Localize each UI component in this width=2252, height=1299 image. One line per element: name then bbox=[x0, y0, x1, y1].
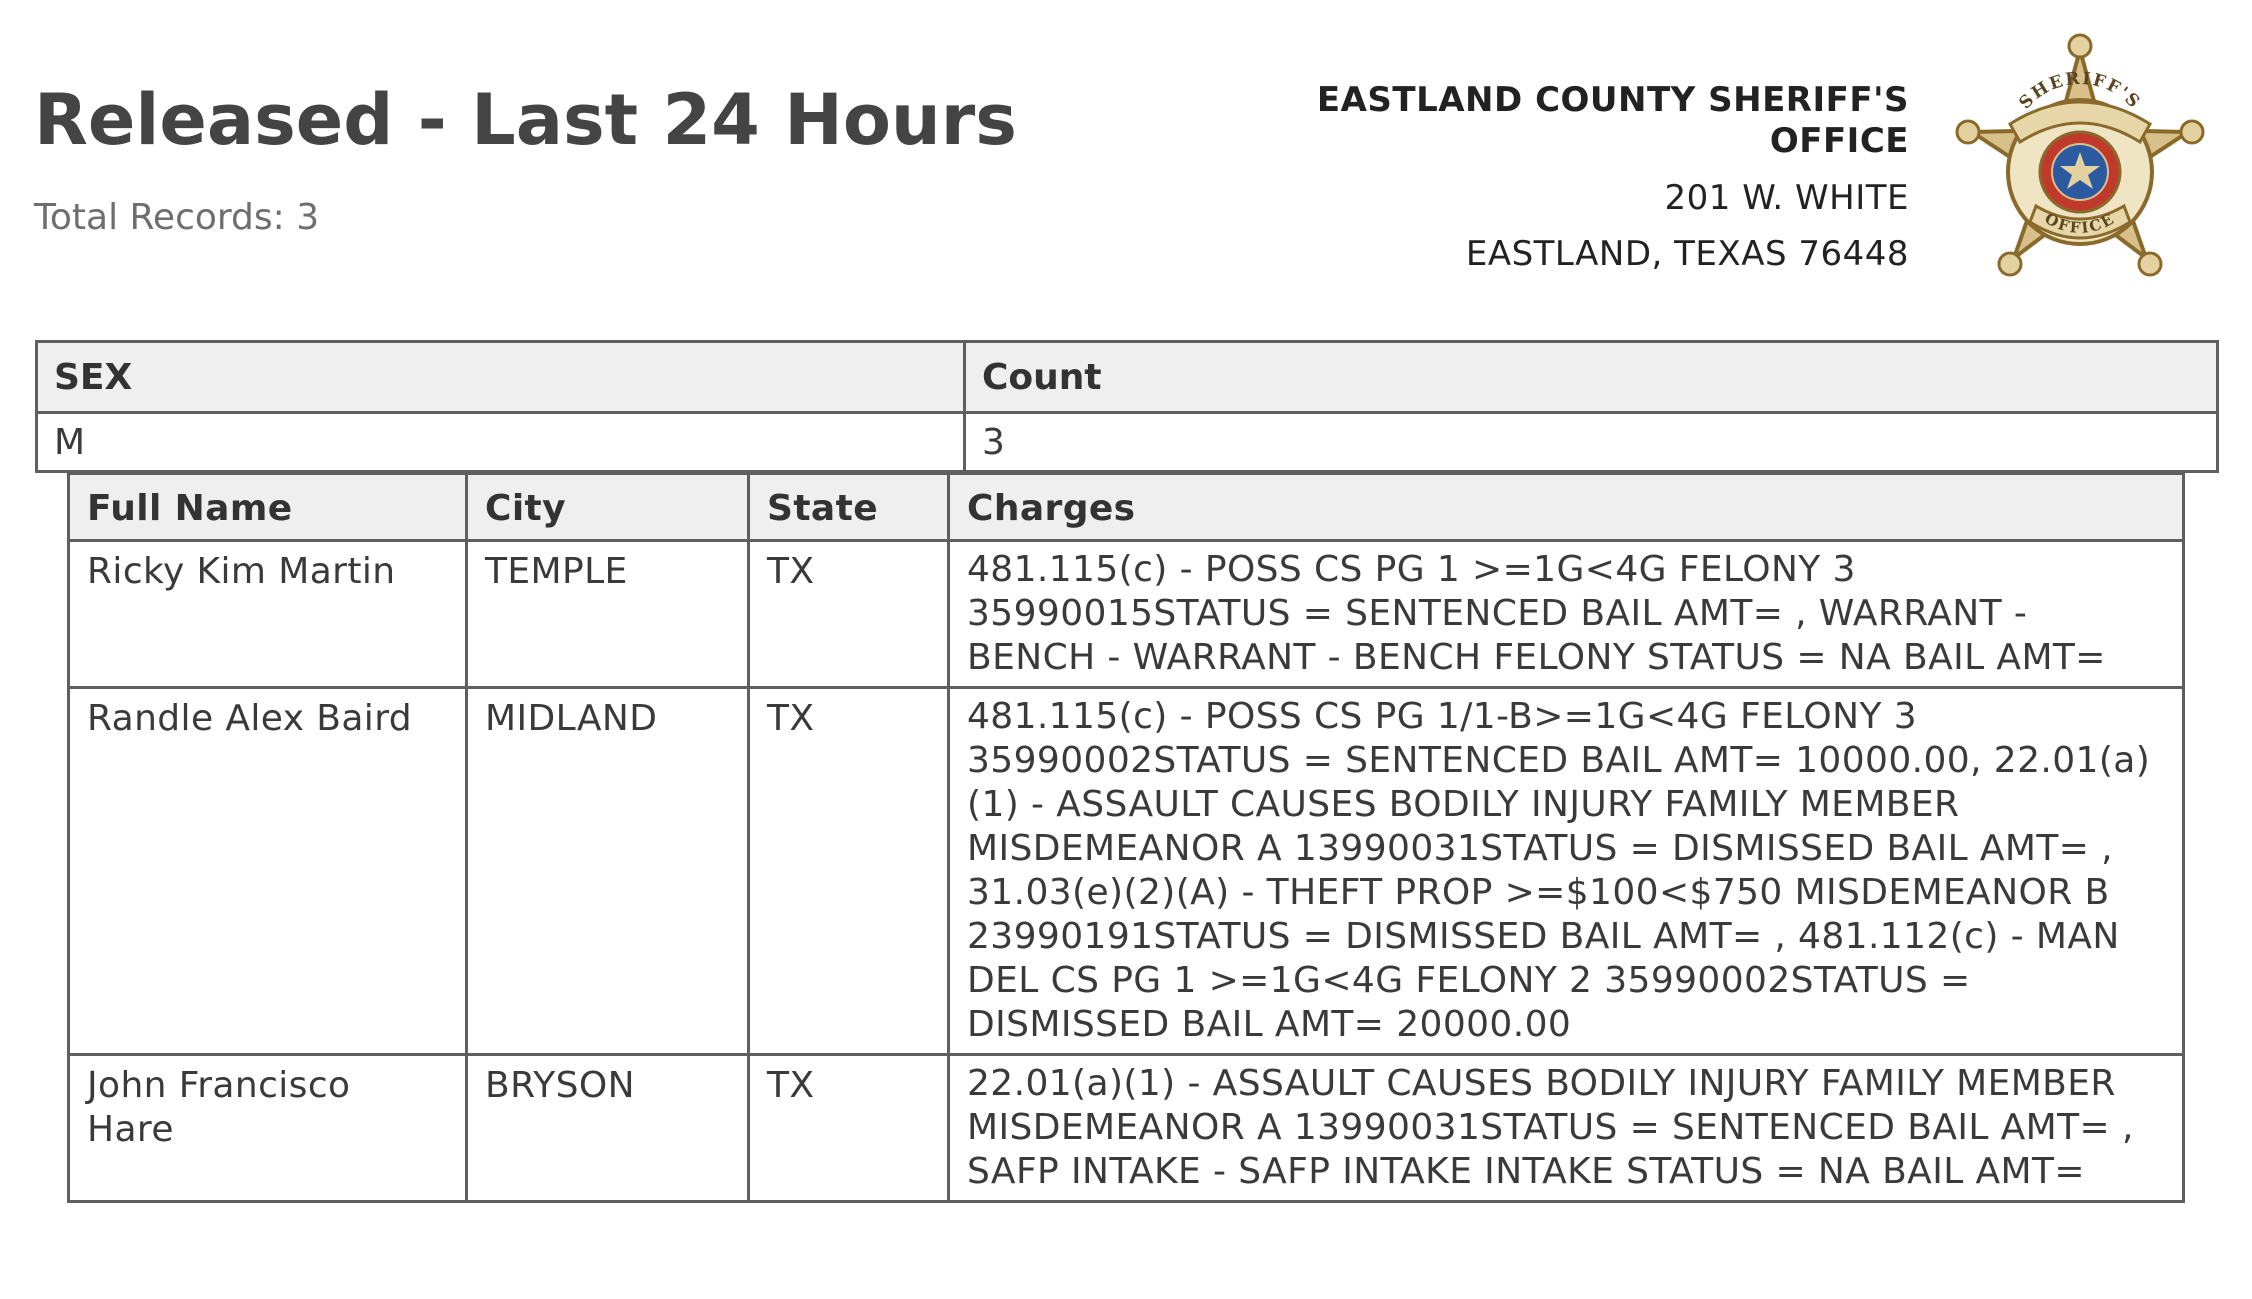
report-title: Released - Last 24 Hours bbox=[34, 79, 1017, 161]
table-row bbox=[37, 413, 2218, 472]
column-header-charges: Charges bbox=[949, 474, 2184, 541]
agency-address-city: EASTLAND, TEXAS 76448 bbox=[1465, 234, 1909, 274]
column-header-sex: SEX bbox=[37, 342, 965, 413]
table-row bbox=[69, 541, 2184, 688]
state-cell: TX bbox=[749, 1055, 949, 1202]
column-header-city: City bbox=[467, 474, 749, 541]
charges-cell: 22.01(a)(1) - ASSAULT CAUSES BODILY INJURY FAMILY MEMBER MISDEMEANOR A 13990031STATUS = SENTENCED BAIL AMT= , SAFP INTAKE - SAFP INTAKE INTAKE STATUS = NA BAIL AMT= bbox=[949, 1055, 2184, 1202]
svg-text:OFFICE: OFFICE bbox=[2041, 209, 2119, 238]
full-name-cell: Randle Alex Baird bbox=[69, 688, 467, 1055]
charges-cell: 481.115(c) - POSS CS PG 1 >=1G<4G FELONY 3 35990015STATUS = SENTENCED BAIL AMT= , WARRANT - BENCH - WARRANT - BENCH FELONY STATUS = NA BAIL AMT= bbox=[949, 541, 2184, 688]
released-inmates-table bbox=[67, 472, 2185, 1203]
table-row bbox=[69, 1055, 2184, 1202]
agency-header bbox=[1269, 80, 1909, 275]
column-header-count: Count bbox=[965, 342, 2218, 413]
full-name-cell: John Francisco Hare bbox=[69, 1055, 467, 1202]
count-value: 3 bbox=[965, 413, 2218, 472]
state-cell: TX bbox=[749, 688, 949, 1055]
city-cell: TEMPLE bbox=[467, 541, 749, 688]
sex-value: M bbox=[37, 413, 965, 472]
table-row bbox=[69, 688, 2184, 1055]
column-header-state: State bbox=[749, 474, 949, 541]
city-cell: MIDLAND bbox=[467, 688, 749, 1055]
agency-name: EASTLAND COUNTY SHERIFF'S OFFICE bbox=[1316, 80, 1909, 161]
table-header-row bbox=[69, 474, 2184, 541]
charges-cell: 481.115(c) - POSS CS PG 1/1-B>=1G<4G FELONY 3 35990002STATUS = SENTENCED BAIL AMT= 10000.00, 22.01(a)(1) - ASSAULT CAUSES BODILY INJURY FAMILY MEMBER MISDEMEANOR A 13990031STATUS = DISMISSED BAIL AMT= , 31.03(e)(2)(A) - THEFT PROP >=$100<$750 MISDEMEANOR B 23990191STATUS = DISMISSED BAIL AMT= , 481.112(c) - MAN DEL CS PG 1 >=1G<4G FELONY 2 35990002STATUS = DISMISSED BAIL AMT= 20000.00 bbox=[949, 688, 2184, 1055]
sheriff-star-badge-icon bbox=[1940, 32, 2220, 302]
city-cell: BRYSON bbox=[467, 1055, 749, 1202]
svg-text:SHERIFF'S: SHERIFF'S bbox=[2015, 68, 2145, 114]
agency-address-street: 201 W. WHITE bbox=[1664, 178, 1909, 218]
table-header-row bbox=[37, 342, 2218, 413]
column-header-full-name: Full Name bbox=[69, 474, 467, 541]
total-records-count: Total Records: 3 bbox=[34, 197, 320, 238]
sex-summary-table bbox=[35, 340, 2219, 473]
full-name-cell: Ricky Kim Martin bbox=[69, 541, 467, 688]
state-cell: TX bbox=[749, 541, 949, 688]
